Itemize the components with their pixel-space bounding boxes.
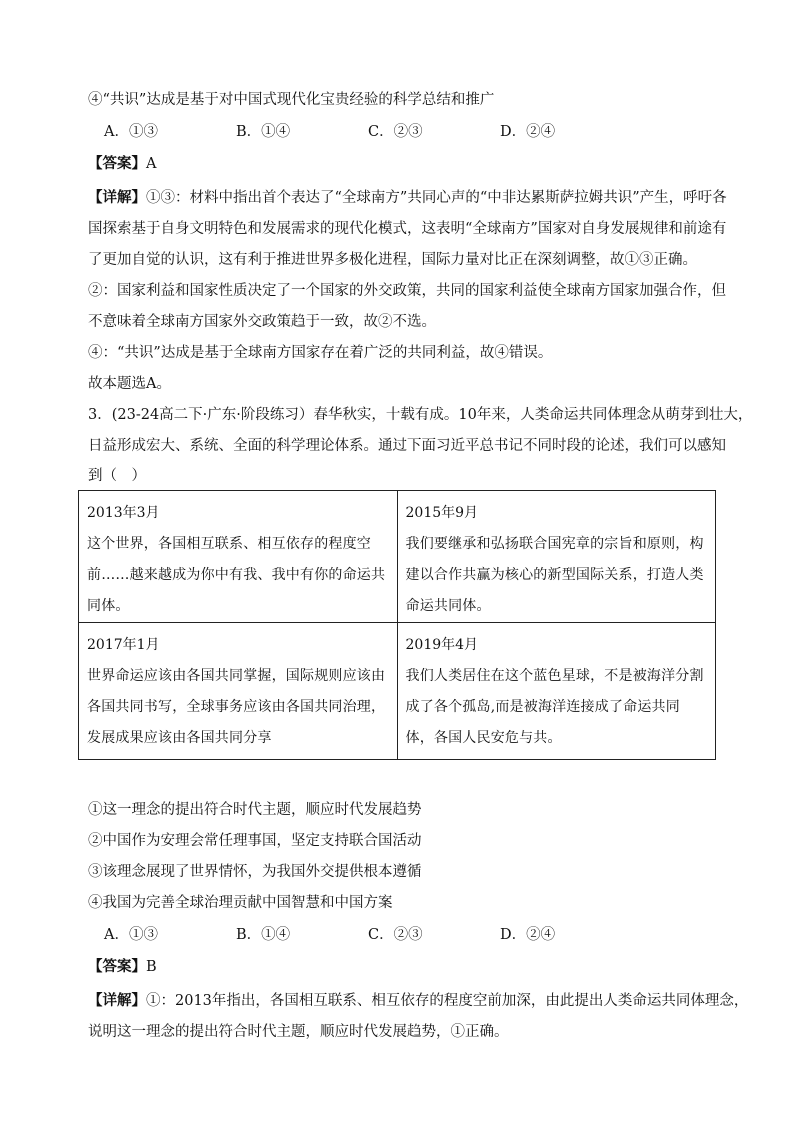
q2-detail-label: 【详解】 [88, 189, 146, 206]
quote-text: 我们人类居住在这个蓝色星球，不是被海洋分割成了各个孤岛,而是被海洋连接成了命运共同体，各国人民安危与共。 [405, 668, 704, 746]
q3-statement-3: ③该理念展现了世界情怀，为我国外交提供根本遵循 [88, 864, 422, 880]
q3-statement-1: ①这一理念的提出符合时代主题，顺应时代发展趋势 [88, 802, 422, 818]
q3-stem-line-1: 3．(23-24高二下·广东·阶段练习）春华秋实，十载有成。10年来，人类命运共同体理念从萌芽到壮大， [88, 407, 753, 423]
q2-answer-value: A [146, 156, 157, 172]
table-cell [397, 491, 716, 623]
q3-option-c: C．②③ [368, 927, 423, 943]
quote-date: 2015年9月 [405, 505, 479, 521]
q3-answer-label: 【答案】 [88, 958, 146, 975]
q3-answer [88, 957, 157, 977]
q3-detail-label: 【详解】 [88, 992, 146, 1009]
table-row [79, 491, 716, 623]
quote-date: 2013年3月 [87, 505, 160, 521]
table-cell [79, 491, 398, 623]
q3-detail-text: ①：2013年指出，各国相互联系、相互依存的程度空前加深，由此提出人类命运共同体理念， [146, 993, 749, 1009]
q2-detail-line-6: ④：“共识”达成是基于全球南方国家存在着广泛的共同利益，故④错误。 [88, 345, 553, 361]
q3-options [104, 925, 555, 945]
table-cell [397, 623, 716, 760]
q3-option-a: A．①③ [104, 927, 158, 943]
quote-date: 2017年1月 [87, 637, 160, 653]
q2-statement-4: ④“共识”达成是基于对中国式现代化宝贵经验的科学总结和推广 [88, 92, 495, 108]
q2-options [104, 122, 555, 142]
quote-text: 我们要继承和弘扬联合国宪章的宗旨和原则，构建以合作共赢为核心的新型国际关系，打造人类命运共同体。 [405, 536, 704, 614]
q2-conclusion: 故本题选A。 [88, 376, 171, 392]
q2-option-c: C．②③ [368, 124, 423, 140]
quote-date: 2019年4月 [405, 637, 479, 653]
q2-detail-line-2: 国探索基于自身文明特色和发展需求的现代化模式，这表明“全球南方”国家对自身发展规律和前途有 [88, 221, 727, 237]
table-row [79, 623, 716, 760]
q3-statement-2: ②中国作为安理会常任理事国，坚定支持联合国活动 [88, 833, 422, 849]
quote-text: 这个世界，各国相互联系、相互依存的程度空前……越来越成为你中有我、我中有你的命运共同体。 [87, 536, 386, 614]
quotes-table [78, 490, 716, 760]
q3-answer-value: B [146, 959, 157, 975]
table-cell [79, 623, 398, 760]
q3-detail-line-2: 说明这一理念的提出符合时代主题，顺应时代发展趋势，①正确。 [88, 1024, 509, 1040]
q2-option-a: A．①③ [104, 124, 158, 140]
q3-statement-4: ④我国为完善全球治理贡献中国智慧和中国方案 [88, 895, 393, 911]
q3-stem-line-3: 到（ ） [88, 468, 146, 484]
q2-option-d: D．②④ [500, 124, 556, 140]
q2-detail-line-3: 了更加自觉的认识，这有利于推进世界多极化进程，国际力量对比正在深刻调整，故①③正确。 [88, 252, 697, 268]
q2-detail-line-1 [88, 188, 727, 208]
q2-answer [88, 154, 156, 174]
q2-detail-text: ①③：材料中指出首个表达了“全球南方”共同心声的“中非达累斯萨拉姆共识”产生，呼吁各 [146, 190, 727, 206]
quote-text: 世界命运应该由各国共同掌握，国际规则应该由各国共同书写，全球事务应该由各国共同治理，发展成果应该由各国共同分享 [87, 668, 386, 746]
q2-option-b: B．①④ [236, 124, 291, 140]
q3-option-b: B．①④ [236, 927, 291, 943]
q2-detail-line-5: 不意味着全球南方国家外交政策趋于一致，故②不选。 [88, 314, 436, 330]
q3-detail-line-1 [88, 991, 748, 1011]
q3-option-d: D．②④ [500, 927, 556, 943]
q2-answer-label: 【答案】 [88, 155, 146, 172]
q2-detail-line-4: ②：国家利益和国家性质决定了一个国家的外交政策，共同的国家利益使全球南方国家加强合作，但 [88, 283, 726, 299]
q3-stem-line-2: 日益形成宏大、系统、全面的科学理论体系。通过下面习近平总书记不同时段的论述，我们可以感知 [88, 438, 726, 454]
